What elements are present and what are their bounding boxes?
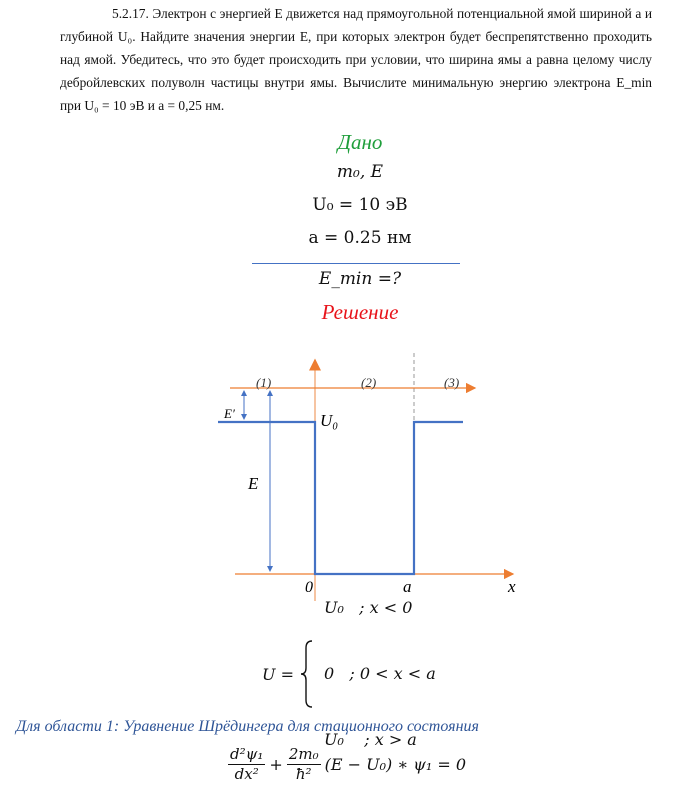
problem-text: Электрон с энергией E движется над прямоугольной потенциальной ямой шириной a и глубиной U₀. Найдите значения энергии E, при которых электрон будет беспрепятственно проходить над ямой. Убедитесь, что это будет происходить при условии, что ширина ямы a равна целому числу дебройлевских полуволн частицы внутри ямы. Вычислите минимальную энергию электрона E_min при U₀ = 10 эВ и a = 0,25 нм. — [60, 6, 652, 113]
equation-rest: (E − U₀) ∗ ψ₁ = 0 — [324, 755, 466, 774]
zero-label: 0 — [305, 579, 313, 596]
numerator: 2m₀ — [288, 745, 319, 763]
a-label: a — [403, 577, 412, 596]
given-line: a = 0.25 нм — [308, 228, 412, 248]
case: U₀ ; x < 0 — [323, 598, 413, 617]
plus: + — [269, 755, 283, 774]
schrodinger-equation — [228, 745, 686, 790]
case: U₀ ; x > a — [323, 730, 417, 749]
problem-statement — [60, 2, 652, 117]
u0-label: U₀ — [320, 411, 339, 430]
eprime-label: E′ — [224, 406, 235, 421]
problem-number: 5.2.17. — [112, 6, 149, 21]
solution-title: Решение — [321, 300, 399, 324]
region-label: (3) — [444, 375, 460, 390]
piecewise-lhs: U = — [262, 664, 294, 684]
region-label: (1) — [256, 375, 272, 390]
denominator: ħ² — [295, 765, 312, 783]
given-line: m₀, E — [336, 162, 384, 182]
find-line: E_min =? — [318, 269, 402, 289]
e-label: E — [248, 474, 259, 493]
given-line: U₀ = 10 эВ — [312, 195, 408, 215]
brace-icon — [300, 640, 314, 708]
potential-curve — [218, 422, 463, 574]
region1-heading: Для области 1: Уравнение Шрёдингера для стационного состояния — [16, 718, 479, 735]
denominator: dx² — [234, 765, 259, 783]
given-section — [0, 128, 686, 326]
x-label: x — [508, 577, 516, 596]
numerator: d²ψ₁ — [230, 745, 264, 763]
piecewise-equation — [262, 598, 686, 749]
region-label: (2) — [361, 375, 377, 390]
given-title: Дано — [337, 130, 383, 154]
case: 0 ; 0 < x < a — [323, 664, 436, 683]
